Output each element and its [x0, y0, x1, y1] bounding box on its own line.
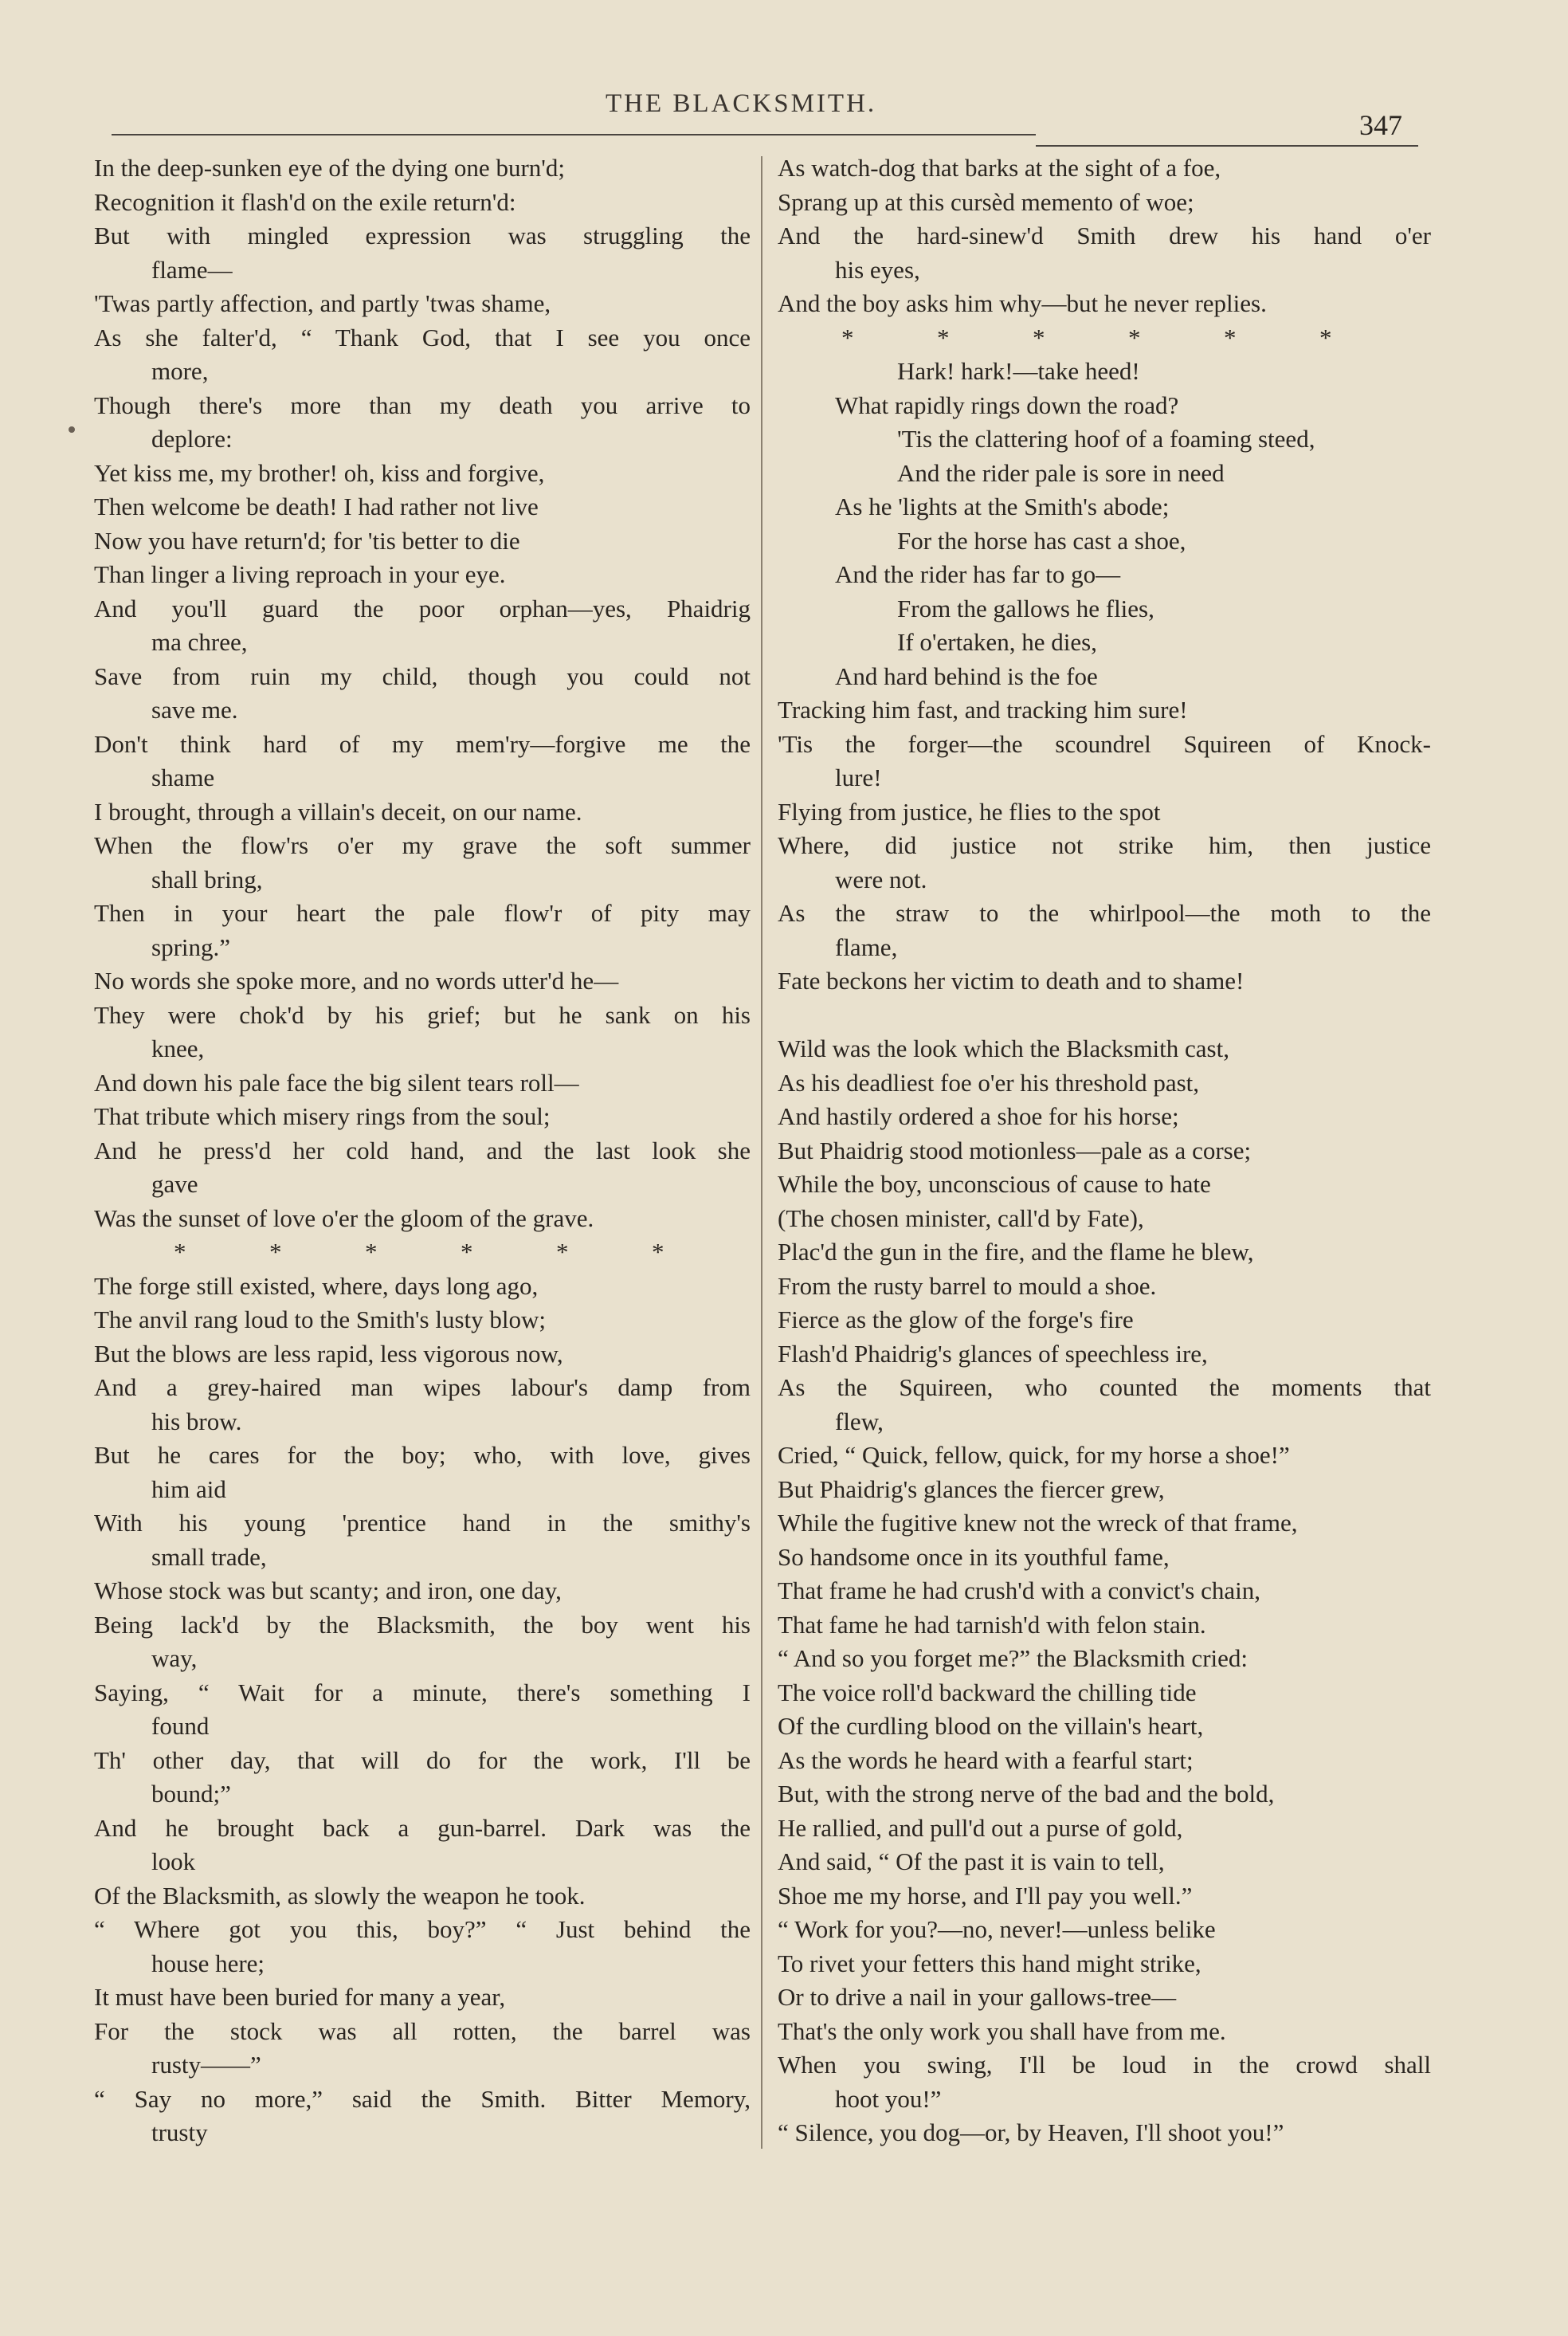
right-line: While the boy, unconscious of cause to hate [778, 1170, 1211, 1198]
right-line: He rallied, and pull'd out a purse of gold, [778, 1813, 1183, 1842]
right-line: From the rusty barrel to mould a shoe. [778, 1271, 1157, 1300]
left-line: In the deep-sunken eye of the dying one burn'd; [94, 154, 565, 182]
right-line: And the hard-sinew'd Smith drew his hand o'er [778, 222, 1431, 249]
right-line: flame, [835, 932, 898, 961]
right-line: “ Work for you?—no, never!—unless belike [778, 1915, 1216, 1943]
left-line: way, [151, 1644, 198, 1672]
right-line: And the boy asks him why—but he never replies. [778, 289, 1267, 317]
right-line: The voice roll'd backward the chilling tide [778, 1678, 1197, 1706]
right-line: That fame he had tarnish'd with felon stain. [778, 1610, 1206, 1639]
right-line: If o'ertaken, he dies, [897, 628, 1097, 656]
right-line: Plac'd the gun in the fire, and the flame he blew, [778, 1238, 1254, 1266]
left-line: But with mingled expression was struggling the [94, 222, 751, 249]
left-line: And down his pale face the big silent tears roll— [94, 1068, 579, 1097]
page-number: 347 [1359, 109, 1402, 141]
right-line: What rapidly rings down the road? [835, 391, 1179, 419]
right-column [778, 151, 1431, 2150]
right-line: From the gallows he flies, [897, 594, 1154, 622]
right-line: And the rider has far to go— [835, 560, 1121, 588]
right-line: But Phaidrig's glances the fiercer grew, [778, 1474, 1165, 1503]
left-line: No words she spoke more, and no words utter'd he— [94, 967, 619, 995]
left-line: But he cares for the boy; who, with love, gives [94, 1441, 751, 1469]
right-line: As watch-dog that barks at the sight of a foe, [778, 154, 1221, 182]
left-line: They were chok'd by his grief; but he sank on his [94, 1000, 751, 1029]
right-line: But Phaidrig stood motionless—pale as a corse; [778, 1136, 1252, 1164]
right-line: Where, did justice not strike him, then justice [778, 831, 1431, 859]
right-line: And hard behind is the foe [835, 662, 1098, 690]
left-line: But the blows are less rapid, less vigorous now, [94, 1339, 563, 1368]
left-line: small trade, [151, 1542, 267, 1571]
right-line: Of the curdling blood on the villain's heart, [778, 1712, 1204, 1740]
left-line: * * * * * * [174, 1238, 664, 1266]
right-line: For the horse has cast a shoe, [897, 526, 1186, 555]
right-line: As he 'lights at the Smith's abode; [835, 493, 1170, 520]
left-line: I brought, through a villain's deceit, on our name. [94, 797, 582, 826]
right-line: Or to drive a nail in your gallows-tree— [778, 1983, 1177, 2011]
right-line: While the fugitive knew not the wreck of that frame, [778, 1509, 1298, 1537]
left-line: shall bring, [151, 865, 263, 893]
right-line [778, 999, 1431, 1033]
left-line: “ Say no more,” said the Smith. Bitter Memory, [94, 2084, 751, 2113]
right-line: Tracking him fast, and tracking him sure! [778, 696, 1188, 724]
right-line: Flash'd Phaidrig's glances of speechless ire, [778, 1339, 1208, 1368]
column-divider [761, 156, 762, 2149]
left-line: For the stock was all rotten, the barrel was [94, 2016, 751, 2045]
left-line: deplore: [151, 425, 233, 453]
left-column [94, 151, 751, 2150]
left-line: And a grey-haired man wipes labour's damp from [94, 1373, 751, 1401]
left-line: Then welcome be death! I had rather not live [94, 493, 539, 520]
right-line: But, with the strong nerve of the bad and the bold, [778, 1780, 1275, 1808]
page-speck [69, 426, 75, 433]
left-line: Saying, “ Wait for a minute, there's something I [94, 1678, 751, 1706]
left-line: flame— [151, 255, 233, 284]
right-line: And the rider pale is sore in need [897, 458, 1225, 487]
left-line: Don't think hard of my mem'ry—forgive me the [94, 729, 751, 758]
right-line: flew, [835, 1407, 884, 1435]
left-line: And you'll guard the poor orphan—yes, Phaidrig [94, 594, 751, 622]
right-line: 'Tis the forger—the scoundrel Squireen of Knock- [778, 729, 1431, 758]
left-line: Yet kiss me, my brother! oh, kiss and forgive, [94, 458, 545, 487]
right-line: When you swing, I'll be loud in the crowd shall [778, 2051, 1431, 2079]
right-line: Wild was the look which the Blacksmith cast, [778, 1035, 1229, 1062]
right-line: Hark! hark!—take heed! [897, 357, 1140, 385]
left-line: rusty——” [151, 2051, 261, 2079]
right-line: were not. [835, 865, 927, 893]
left-line: And he brought back a gun-barrel. Dark was the [94, 1813, 751, 1842]
left-line: The forge still existed, where, days long ago, [94, 1271, 539, 1300]
left-line: Now you have return'd; for 'tis better to die [94, 526, 520, 555]
left-line: It must have been buried for many a year, [94, 1983, 506, 2011]
right-line: Fierce as the glow of the forge's fire [778, 1305, 1134, 1333]
right-line: As the words he heard with a fearful start; [778, 1745, 1194, 1774]
left-line: house here; [151, 1949, 265, 1977]
left-line: Though there's more than my death you arrive to [94, 391, 751, 419]
left-line: That tribute which misery rings from the soul; [94, 1102, 551, 1130]
left-line: Then in your heart the pale flow'r of pity may [94, 899, 751, 927]
running-title: THE BLACKSMITH. [606, 89, 877, 118]
left-line: more, [151, 357, 209, 385]
right-line: Fate beckons her victim to death and to shame! [778, 967, 1245, 995]
left-line: found [151, 1712, 210, 1740]
left-line: And he press'd her cold hand, and the last look she [94, 1136, 751, 1164]
left-line: gave [151, 1170, 198, 1198]
left-line: Was the sunset of love o'er the gloom of the grave. [94, 1203, 594, 1232]
left-line: save me. [151, 696, 238, 724]
left-line: As she falter'd, “ Thank God, that I see you once [94, 323, 751, 351]
right-line: 'Tis the clattering hoof of a foaming steed, [897, 425, 1315, 453]
left-line: look [151, 1847, 196, 1875]
left-line: bound;” [151, 1780, 231, 1808]
left-line: ma chree, [151, 628, 248, 656]
right-line: “ Silence, you dog—or, by Heaven, I'll shoot you!” [778, 2118, 1284, 2146]
right-line: That's the only work you shall have from me. [778, 2016, 1226, 2045]
left-line: The anvil rang loud to the Smith's lusty blow; [94, 1305, 546, 1333]
left-line: spring.” [151, 932, 231, 961]
left-line: him aid [151, 1474, 226, 1503]
right-line: That frame he had crush'd with a convict's chain, [778, 1576, 1260, 1604]
left-line: Th' other day, that will do for the work, I'll be [94, 1745, 751, 1774]
left-line: Of the Blacksmith, as slowly the weapon he took. [94, 1881, 586, 1910]
right-line: Shoe me my horse, and I'll pay you well.” [778, 1881, 1193, 1910]
left-line: shame [151, 764, 215, 791]
left-line: his brow. [151, 1407, 242, 1435]
left-line: 'Twas partly affection, and partly 'twas shame, [94, 289, 551, 317]
right-line: So handsome once in its youthful fame, [778, 1542, 1170, 1571]
right-line: “ And so you forget me?” the Blacksmith cried: [778, 1644, 1248, 1672]
left-line: “ Where got you this, boy?” “ Just behind the [94, 1915, 751, 1943]
right-line: hoot you!” [835, 2084, 942, 2113]
right-line: As his deadliest foe o'er his threshold past, [778, 1068, 1200, 1097]
right-line: Cried, “ Quick, fellow, quick, for my horse a shoe!” [778, 1441, 1290, 1469]
right-line: his eyes, [835, 255, 920, 284]
left-line: Save from ruin my child, though you could not [94, 662, 751, 690]
left-line: Being lack'd by the Blacksmith, the boy went his [94, 1610, 751, 1639]
left-line: Whose stock was but scanty; and iron, one day, [94, 1576, 562, 1604]
right-line: As the Squireen, who counted the moments that [778, 1373, 1431, 1401]
right-line: (The chosen minister, call'd by Fate), [778, 1203, 1144, 1232]
right-line: As the straw to the whirlpool—the moth to the [778, 899, 1431, 927]
left-line: When the flow'rs o'er my grave the soft summer [94, 831, 751, 859]
right-line: lure! [835, 764, 882, 791]
left-line: Than linger a living reproach in your eye. [94, 560, 506, 588]
left-line: knee, [151, 1035, 205, 1062]
header-rule-right [1036, 145, 1418, 147]
right-line: And said, “ Of the past it is vain to tell, [778, 1847, 1165, 1875]
right-line: Sprang up at this cursèd memento of woe; [778, 187, 1194, 216]
page-header [0, 89, 1568, 145]
left-line: trusty [151, 2118, 208, 2146]
right-line: * * * * * * [841, 323, 1332, 351]
left-line: With his young 'prentice hand in the smithy's [94, 1509, 751, 1537]
left-line: Recognition it flash'd on the exile return'd: [94, 187, 516, 216]
right-line: To rivet your fetters this hand might strike, [778, 1949, 1201, 1977]
right-line: And hastily ordered a shoe for his horse; [778, 1102, 1179, 1130]
right-line: Flying from justice, he flies to the spot [778, 797, 1161, 826]
header-rule [112, 134, 1036, 135]
